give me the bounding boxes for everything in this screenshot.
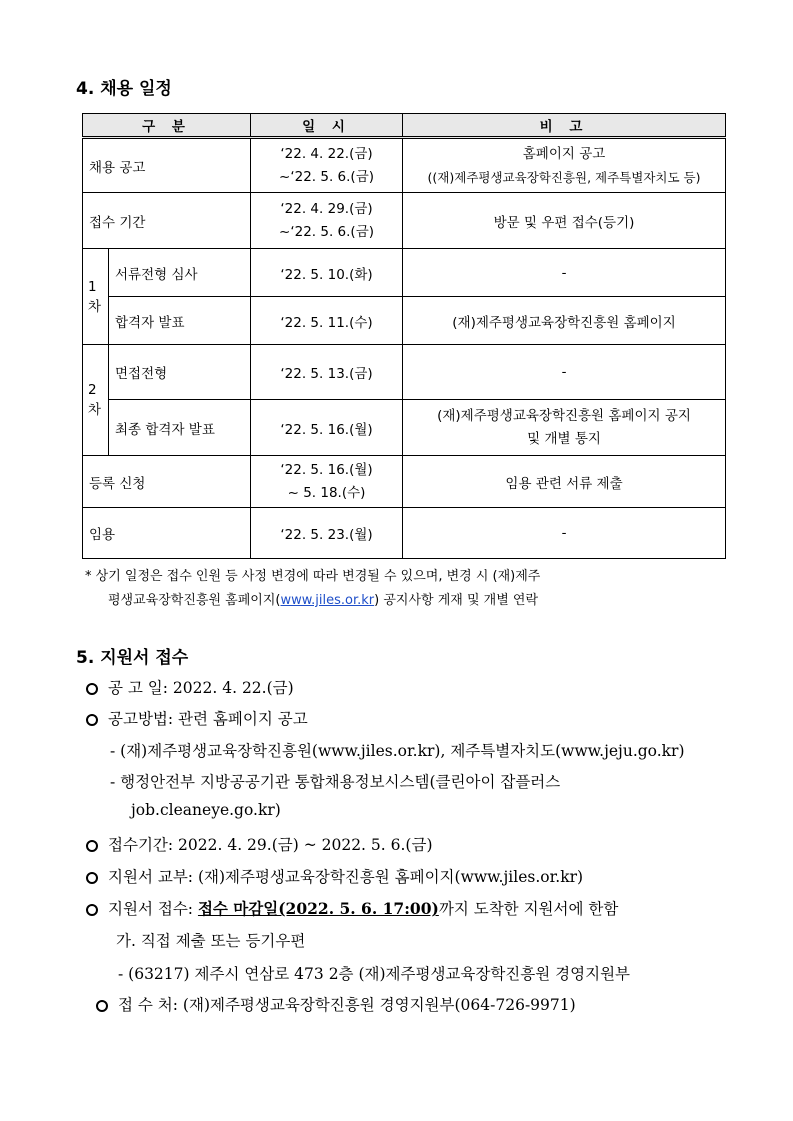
bullet-item xyxy=(86,865,736,887)
date-start: ‘22. 4. 29.(금) xyxy=(280,200,373,217)
group-suffix: 차 xyxy=(88,298,102,315)
table-row xyxy=(83,297,726,345)
circle-bullet-icon xyxy=(86,904,98,916)
header-note: 비 고 xyxy=(403,114,726,138)
schedule-note xyxy=(85,565,735,613)
table-row xyxy=(83,249,726,297)
bullet-item xyxy=(86,833,736,855)
row-note xyxy=(403,400,726,456)
bullet-item xyxy=(86,707,736,729)
date-end: ~‘22. 5. 6.(금) xyxy=(279,223,375,240)
bullet-text: 까지 도착한 지원서에 한함 xyxy=(438,900,619,918)
bullet-item xyxy=(86,897,736,919)
row-label: 서류전형 심사 xyxy=(109,249,251,297)
note-line: ((재)제주평생교육장학진흥원, 제주특별자치도 등) xyxy=(427,169,701,185)
date-start: ‘22. 4. 22.(금) xyxy=(280,145,373,162)
note-text: ) 공지사항 게재 및 개별 연락 xyxy=(374,593,539,608)
dash-item: - 행정안전부 지방공공기관 통합채용정보시스템(클린아이 잡플러스 xyxy=(110,773,561,791)
dash-item: - (재)제주평생교육장학진흥원(www.jiles.or.kr), 제주특별자치도(www.jeju.go.kr) xyxy=(110,742,685,760)
bullet-text: 지원서 교부: (재)제주평생교육장학진흥원 홈페이지(www.jiles.or.kr) xyxy=(108,868,584,886)
row-label: 임용 xyxy=(83,508,251,559)
bullet-item xyxy=(86,676,736,698)
row-note: 방문 및 우편 접수(등기) xyxy=(403,193,726,249)
row-date: ‘22. 5. 23.(월) xyxy=(251,508,403,559)
note-line: 및 개별 통지 xyxy=(527,430,601,447)
row-label: 최종 합격자 발표 xyxy=(109,400,251,456)
row-date: ‘22. 5. 13.(금) xyxy=(251,345,403,400)
row-note: (재)제주평생교육장학진흥원 홈페이지 xyxy=(403,297,726,345)
date-end: ~‘22. 5. 6.(금) xyxy=(279,168,375,185)
row-date: ‘22. 5. 11.(수) xyxy=(251,297,403,345)
table-row xyxy=(83,508,726,559)
section-5-title: 5. 지원서 접수 xyxy=(76,648,189,668)
group-suffix: 차 xyxy=(88,402,102,418)
row-note: - xyxy=(403,508,726,559)
row-date: ‘22. 5. 10.(화) xyxy=(251,249,403,297)
note-line: 홈페이지 공고 xyxy=(522,145,606,162)
table-row xyxy=(83,400,726,456)
row-date xyxy=(251,193,403,249)
note-line: (재)제주평생교육장학진흥원 홈페이지 공지 xyxy=(437,407,691,424)
table-header-row xyxy=(83,114,726,138)
website-link[interactable]: www.jiles.or.kr xyxy=(280,593,375,608)
sub-item: 가. 직접 제출 또는 등기우편 xyxy=(116,932,306,950)
schedule-table xyxy=(82,113,726,559)
circle-bullet-icon xyxy=(86,872,98,884)
circle-bullet-icon xyxy=(86,840,98,852)
deadline-emphasis: 접수 마감일(2022. 5. 6. 17:00) xyxy=(197,899,439,918)
row-date: ‘22. 5. 16.(월) xyxy=(251,400,403,456)
bullet-text: 지원서 접수: xyxy=(108,900,198,918)
row-label: 접수 기간 xyxy=(83,193,251,249)
row-label: 채용 공고 xyxy=(83,138,251,193)
bullet-text: 접 수 처: (재)제주평생교육장학진흥원 경영지원부(064-726-9971) xyxy=(118,996,576,1014)
dash-item-cont: job.cleaneye.go.kr) xyxy=(131,801,281,819)
circle-bullet-icon xyxy=(86,714,98,726)
row-date xyxy=(251,456,403,508)
note-line-2 xyxy=(85,589,735,613)
group-label xyxy=(83,249,109,345)
row-note xyxy=(403,138,726,193)
date-end: ~ 5. 18.(수) xyxy=(287,484,366,501)
row-label: 면접전형 xyxy=(109,345,251,400)
row-note: - xyxy=(403,345,726,400)
bullet-item xyxy=(96,993,746,1015)
row-date xyxy=(251,138,403,193)
table-row xyxy=(83,193,726,249)
table-row xyxy=(83,138,726,193)
circle-bullet-icon xyxy=(86,683,98,695)
note-line-1: * 상기 일정은 접수 인원 등 사정 변경에 따라 변경될 수 있으며, 변경 시 (재)제주 xyxy=(85,569,541,584)
bullet-text: 공 고 일: 2022. 4. 22.(금) xyxy=(108,679,294,697)
row-label: 등록 신청 xyxy=(83,456,251,508)
bullet-text: 접수기간: 2022. 4. 29.(금) ~ 2022. 5. 6.(금) xyxy=(108,836,433,854)
header-date: 일 시 xyxy=(251,114,403,138)
date-start: ‘22. 5. 16.(월) xyxy=(280,461,373,478)
group-num: 2 xyxy=(88,382,97,398)
header-category: 구 분 xyxy=(83,114,251,138)
row-note: 임용 관련 서류 제출 xyxy=(403,456,726,508)
group-label xyxy=(83,345,109,456)
circle-bullet-icon xyxy=(96,1000,108,1012)
group-num: 1 xyxy=(88,278,97,295)
bullet-text: 공고방법: 관련 홈페이지 공고 xyxy=(108,710,308,728)
table-row xyxy=(83,345,726,400)
row-label: 합격자 발표 xyxy=(109,297,251,345)
note-text: 평생교육장학진흥원 홈페이지( xyxy=(108,593,281,608)
table-row xyxy=(83,456,726,508)
row-note: - xyxy=(403,249,726,297)
dash-item: - (63217) 제주시 연삼로 473 2층 (재)제주평생교육장학진흥원 경영지원부 xyxy=(118,965,631,983)
section-4-title: 4. 채용 일정 xyxy=(76,79,172,99)
